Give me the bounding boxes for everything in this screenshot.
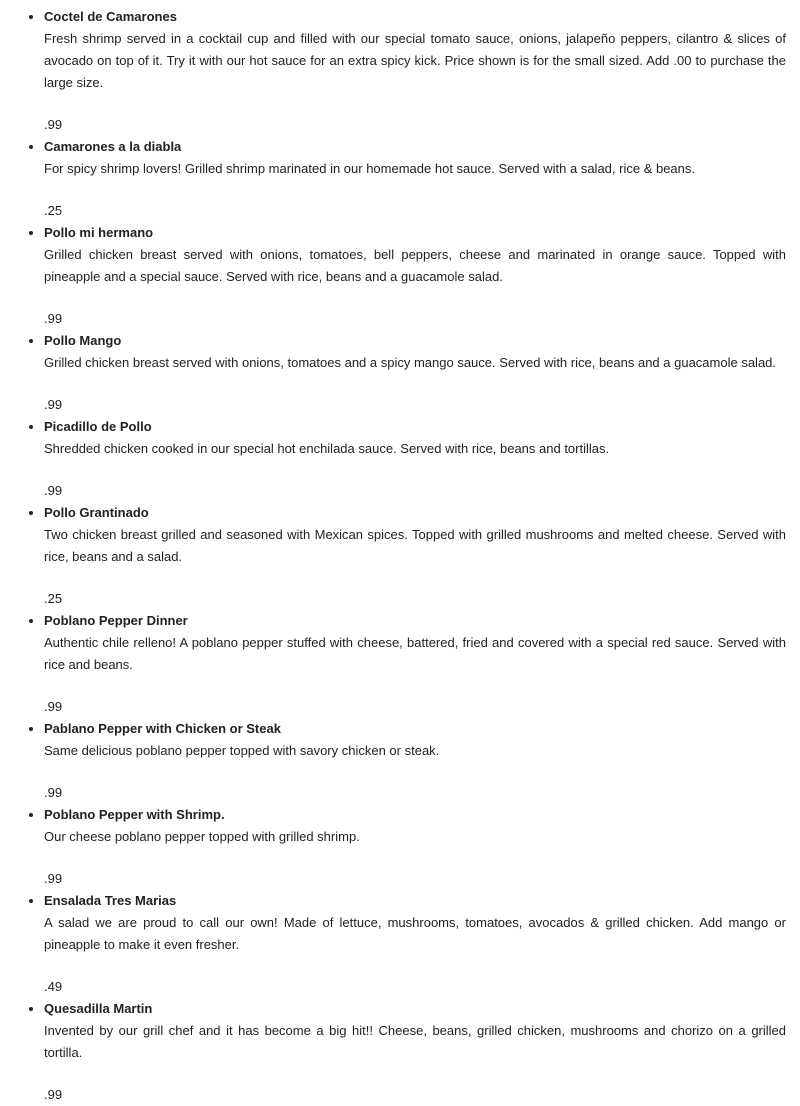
item-name: • Ensalada Tres Marias	[44, 893, 177, 908]
item-price: .25	[44, 591, 63, 606]
item-description: Shredded chicken cooked in our special hot enchilada sauce. Served with rice, beans and tortillas.	[44, 441, 610, 456]
item-description: Our cheese poblano pepper topped with grilled shrimp.	[44, 829, 360, 844]
item-description: For spicy shrimp lovers! Grilled shrimp marinated in our homemade hot sauce. Served with a salad, rice & beans.	[44, 161, 696, 176]
item-description: Authentic chile relleno! A poblano pepper stuffed with cheese, battered, fried and covered with a special red sauce. Served with rice and beans.	[44, 635, 786, 672]
menu-item	[44, 136, 786, 222]
menu-item	[44, 804, 786, 890]
item-price: .99	[44, 785, 63, 800]
menu-item	[44, 502, 786, 610]
item-description: A salad we are proud to call our own! Made of lettuce, mushrooms, tomatoes, avocados & grilled chicken. Add mango or pineapple to make it even fresher.	[44, 915, 786, 952]
menu-item	[44, 998, 786, 1106]
item-name: • Pollo mi hermano	[44, 225, 154, 240]
item-name: • Picadillo de Pollo	[44, 419, 152, 434]
item-name: • Pollo Grantinado	[44, 505, 149, 520]
menu-item	[44, 6, 786, 136]
menu-item	[44, 222, 786, 330]
item-price: .99	[44, 871, 63, 886]
item-description: Grilled chicken breast served with onions, tomatoes, bell peppers, cheese and marinated in orange sauce. Topped with pineapple and a special sauce. Served with rice, beans and a guacamole salad.	[44, 247, 786, 284]
item-description: Same delicious poblano pepper topped with savory chicken or steak.	[44, 743, 440, 758]
item-description: Fresh shrimp served in a cocktail cup and filled with our special tomato sauce, onions, jalapeño peppers, cilantro & slices of avocado on top of it. Try it with our hot sauce for an extra spicy kick. Price shown is for the small sized. Add .00 to purchase the large size.	[44, 31, 786, 90]
item-price: .99	[44, 483, 63, 498]
item-name: • Poblano Pepper with Shrimp.	[44, 807, 225, 822]
item-description: Invented by our grill chef and it has become a big hit!! Cheese, beans, grilled chicken, mushrooms and chorizo on a grilled tortilla.	[44, 1023, 786, 1060]
menu-item	[44, 890, 786, 998]
item-price: .99	[44, 117, 63, 132]
item-name: • Camarones a la diabla	[44, 139, 182, 154]
item-name: • Pollo Mango	[44, 333, 122, 348]
item-price: .49	[44, 979, 63, 994]
item-name: • Coctel de Camarones	[44, 9, 177, 24]
menu-item	[44, 718, 786, 804]
item-price: .99	[44, 397, 63, 412]
item-name: • Quesadilla Martin	[44, 1001, 153, 1016]
item-price: .99	[44, 1087, 63, 1102]
item-name: • Poblano Pepper Dinner	[44, 613, 188, 628]
menu-item	[44, 330, 786, 416]
item-price: .99	[44, 699, 63, 714]
item-description: Grilled chicken breast served with onions, tomatoes and a spicy mango sauce. Served with rice, beans and a guacamole salad.	[44, 355, 777, 370]
item-price: .99	[44, 311, 63, 326]
menu-item	[44, 610, 786, 718]
menu-item	[44, 416, 786, 502]
item-name: • Pablano Pepper with Chicken or Steak	[44, 721, 281, 736]
item-description: Two chicken breast grilled and seasoned with Mexican spices. Topped with grilled mushrooms and melted cheese. Served with rice, beans and a salad.	[44, 527, 786, 564]
item-price: .25	[44, 203, 63, 218]
